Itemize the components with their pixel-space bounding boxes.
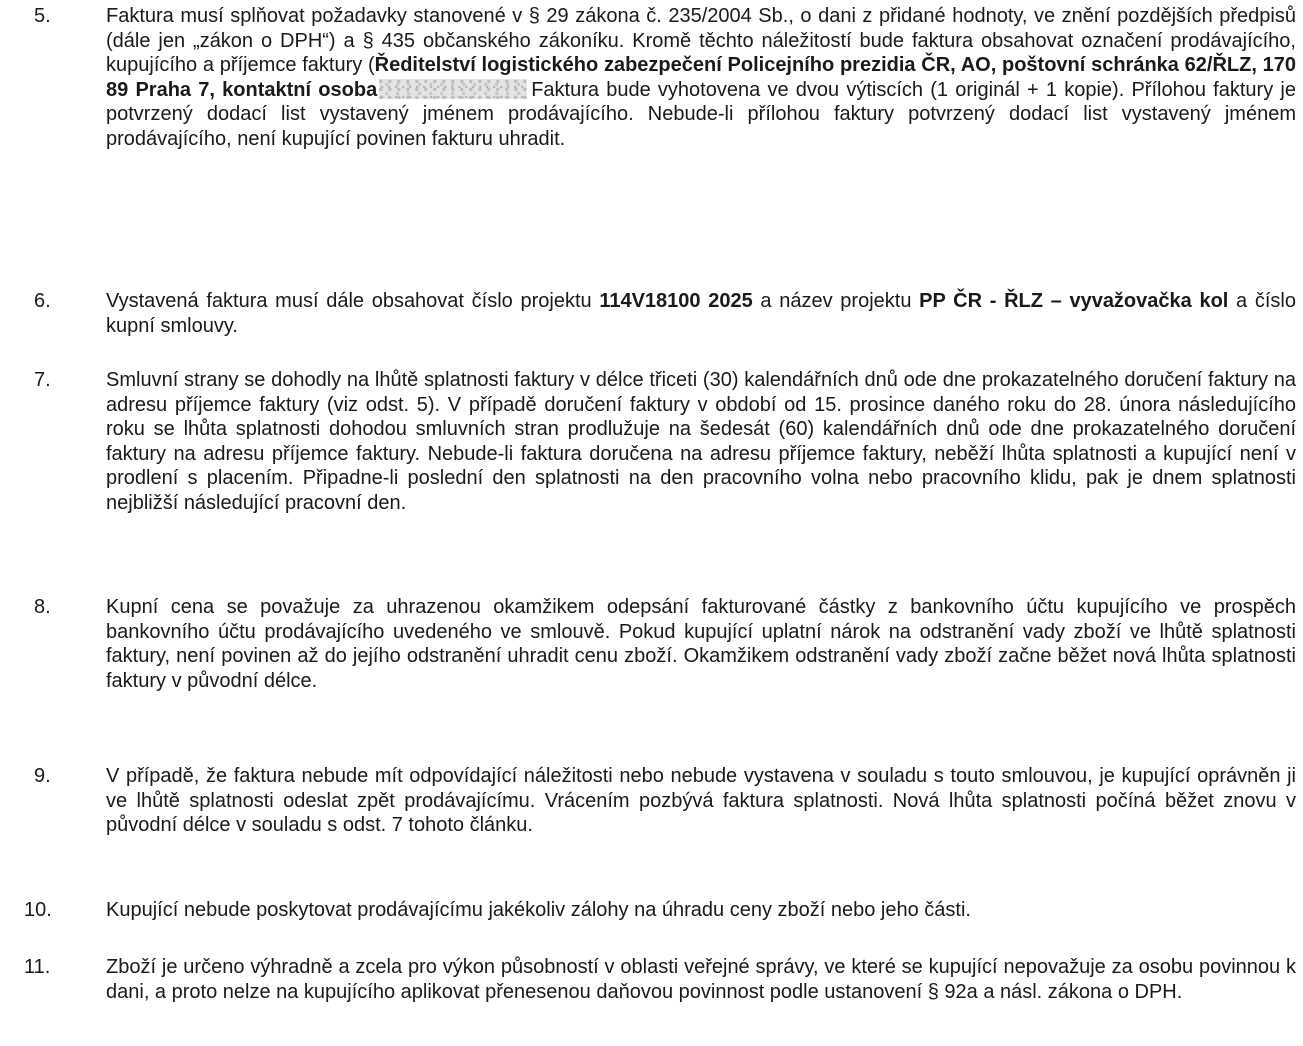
text-segment: Vystavená faktura musí dále obsahovat číslo projektu [106,290,600,312]
clause-number: 5. [34,5,51,27]
clause-text [106,764,1296,838]
recipient-address: Ředitelství logistického zabezpečení Policejního prezidia ČR, AO, poštovní schránka 62/ŘLZ, 170 89 Praha 7, kontaktní osoba [106,54,1296,101]
clause-number: 6. [34,290,51,312]
clause-number: 11. [24,956,51,978]
text-segment: Zboží je určeno výhradně a zcela pro výkon působností v oblasti veřejné správy, ve které se kupující nepovažuje za osobu povinnou k dani, a proto nelze na kupujícího aplikovat přenesenou daňovou povinnost podle ustanovení § 92a a násl. zákona o DPH. [106,956,1296,1003]
text-segment: Kupní cena se považuje za uhrazenou okamžikem odepsání fakturované částky z bankovního účtu kupujícího ve prospěch bankovního účtu prodávajícího uvedeného ve smlouvě. Pokud kupující uplatní nárok na odstranění vady zboží ve lhůtě splatnosti faktury, není povinen až do jejího odstranění uhradit cenu zboží. Okamžikem odstranění vady zboží začne běžet nová lhůta splatnosti faktury v původní délce. [106,596,1296,692]
text-segment: a číslo kupní smlouvy. [106,290,1296,337]
text-segment: Faktura bude vyhotovena ve dvou výtiscích (1 originál + 1 kopie). Přílohou faktury je potvrzený dodací list vystavený jménem prodávajícího. Nebude-li přílohou faktury potvrzený dodací list vystavený jménem prodávajícího, není kupující povinen fakturu uhradit. [106,78,1296,150]
project-number: 114V18100 2025 [599,290,753,312]
text-segment: Faktura musí splňovat požadavky stanovené v § 29 zákona č. 235/2004 Sb., o dani z přidané hodnoty, ve znění pozdějších předpisů (dále jen „zákon o DPH“) a § 435 občanského zákoníku. Kromě těchto náležitostí bude faktura obsahovat označení prodávajícího, kupujícího a příjemce faktury ( [106,5,1296,77]
clause-text [106,898,1296,923]
project-name: PP ČR - ŘLZ – vyvažovačka kol [919,290,1229,312]
clause-number: 8. [34,596,51,618]
text-segment: Smluvní strany se dohodly na lhůtě splatnosti faktury v délce třiceti (30) kalendářních dnů ode dne prokazatelného doručení faktury na adresu příjemce faktury (viz odst. 5). V případě doručení faktury v období od 15. prosince daného roku do 28. února následujícího roku se lhůta splatnosti dohodou smluvních stran prodlužuje na šedesát (60) kalendářních dnů ode dne prokazatelného doručení faktury na adresu příjemce faktury. Nebude-li faktura doručena na adresu příjemce faktury, neběží lhůta splatnosti a kupující není v prodlení s placením. Připadne-li poslední den splatnosti na den pracovního volna nebo pracovního klidu, pak je dnem splatnosti nejbližší následující pracovní den. [106,369,1296,514]
text-segment: a název projektu [752,290,920,312]
text-segment: Kupující nebude poskytovat prodávajícímu jakékoliv zálohy na úhradu ceny zboží nebo jeho části. [106,899,971,921]
clause-number: 10. [24,899,52,921]
clause-text [106,289,1296,338]
clause-text [106,595,1296,693]
clause-number: 9. [34,765,51,787]
redacted-contact-name [379,79,527,99]
clause-text [106,368,1296,516]
clause-text [106,955,1296,1004]
clause-text [106,4,1296,152]
clause-number: 7. [34,369,51,391]
text-segment: V případě, že faktura nebude mít odpovídající náležitosti nebo nebude vystavena v souladu s touto smlouvou, je kupující oprávněn ji ve lhůtě splatnosti odeslat zpět prodávajícímu. Vrácením pozbývá faktura splatnosti. Nová lhůta splatnosti počíná běžet znovu v původní délce v souladu s odst. 7 tohoto článku. [106,765,1296,837]
